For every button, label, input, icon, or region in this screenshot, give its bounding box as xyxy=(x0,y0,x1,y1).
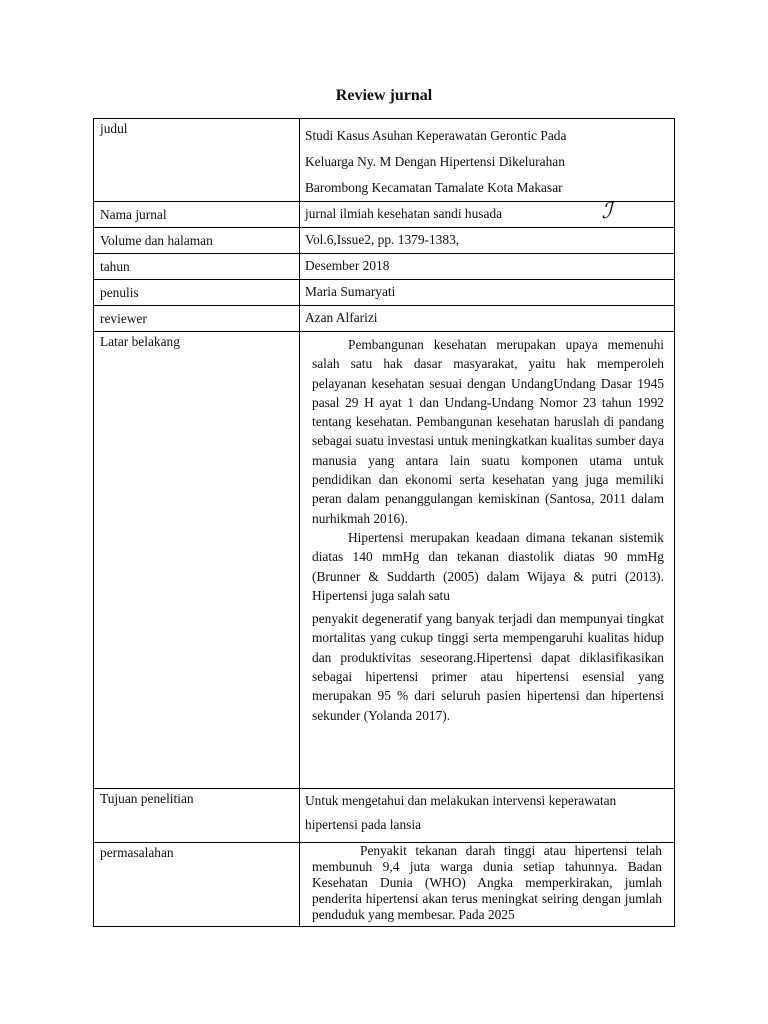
tujuan-line: Untuk mengetahui dan melakukan intervensi keperawatan xyxy=(305,793,617,808)
tujuan-line: hipertensi pada lansia xyxy=(305,817,422,832)
judul-line: Keluarga Ny. M Dengan Hipertensi Dikelurahan xyxy=(305,154,565,169)
nama-jurnal-cell xyxy=(300,199,675,228)
table-row-volume xyxy=(94,228,675,254)
handwritten-mark: ℐ xyxy=(601,199,612,224)
page-title: Review jurnal xyxy=(335,87,433,104)
nama-jurnal-value: jurnal ilmiah kesehatan sandi husada xyxy=(305,206,503,221)
table-row-nama-jurnal xyxy=(94,202,675,228)
row-label: tahun xyxy=(94,254,300,280)
tahun-value: Desember 2018 xyxy=(300,254,675,280)
row-label: judul xyxy=(94,119,300,202)
judul-line: Studi Kasus Asuhan Keperawatan Gerontic Pada xyxy=(305,128,567,143)
row-label: Tujuan penelitian xyxy=(94,789,300,843)
latar-paragraph-1: Pembangunan kesehatan merupakan upaya memenuhi salah satu hak dasar masyarakat, yaitu hak memperoleh pelayanan kesehatan sesuai dengan UndangUndang Dasar 1945 pasal 29 H ayat 1 dan Undang-Undang Nomor 23 tahun 1992 tentang kesehatan. Pembangunan kesehatan haruslah di pandang sebagai suatu investasi untuk meningkatkan kualitas sumber daya manusia yang antara lain suatu komponen utama untuk pendidikan dan ekonomi serta kesehatan yang juga memiliki peran dalam penanggulangan kemiskinan (Santosa, 2011 dalam nurhikmah 2016). xyxy=(312,337,664,526)
row-label: reviewer xyxy=(94,306,300,332)
reviewer-value: Azan Alfarizi xyxy=(300,306,675,332)
row-label: permasalahan xyxy=(94,843,300,927)
row-label: Latar belakang xyxy=(94,332,300,789)
permasalahan-value xyxy=(300,843,675,927)
latar-belakang-value xyxy=(300,332,675,789)
table-row-penulis xyxy=(94,280,675,306)
latar-paragraph-2: Hipertensi merupakan keadaan dimana tekanan sistemik diatas 140 mmHg dan tekanan diastolik diatas 90 mmHg (Brunner & Suddarth (2005) dalam Wijaya & putri (2013). Hipertensi juga salah satu xyxy=(312,529,664,603)
penulis-value: Maria Sumaryati xyxy=(300,280,675,306)
table-row-tahun xyxy=(94,254,675,280)
table-row-permasalahan xyxy=(94,843,675,927)
row-label: Nama jurnal xyxy=(94,202,300,228)
table-row-latar-belakang xyxy=(94,332,675,789)
table-row-judul xyxy=(94,119,675,202)
judul-value xyxy=(300,119,675,202)
permasalahan-paragraph: Penyakit tekanan darah tinggi atau hipertensi telah membunuh 9,4 juta warga dunia setiap tahunnya. Badan Kesehatan Dunia (WHO) Angka memperkirakan, jumlah penderita hipertensi akan terus meningkat seiring dengan jumlah penduduk yang membesar. Pada 2025 xyxy=(312,843,662,922)
judul-line: Barombong Kecamatan Tamalate Kota Makasar xyxy=(305,180,563,195)
latar-paragraph-3: penyakit degeneratif yang banyak terjadi dan mempunyai tingkat mortalitas yang cukup tinggi serta mempengaruhi kualitas hidup dan produktivitas seseorang.Hipertensi dapat diklasifikasikan sebagai hipertensi primer atau hipertensi esensial yang merupakan 95 % dari seluruh pasien hipertensi dan hipertensi sekunder (Yolanda 2017). xyxy=(312,611,664,723)
volume-value: Vol.6,Issue2, pp. 1379-1383, xyxy=(300,228,675,254)
table-row-reviewer xyxy=(94,306,675,332)
row-label: penulis xyxy=(94,280,300,306)
review-table xyxy=(93,118,675,927)
row-label: Volume dan halaman xyxy=(94,228,300,254)
table-row-tujuan xyxy=(94,789,675,843)
tujuan-value xyxy=(300,789,675,843)
